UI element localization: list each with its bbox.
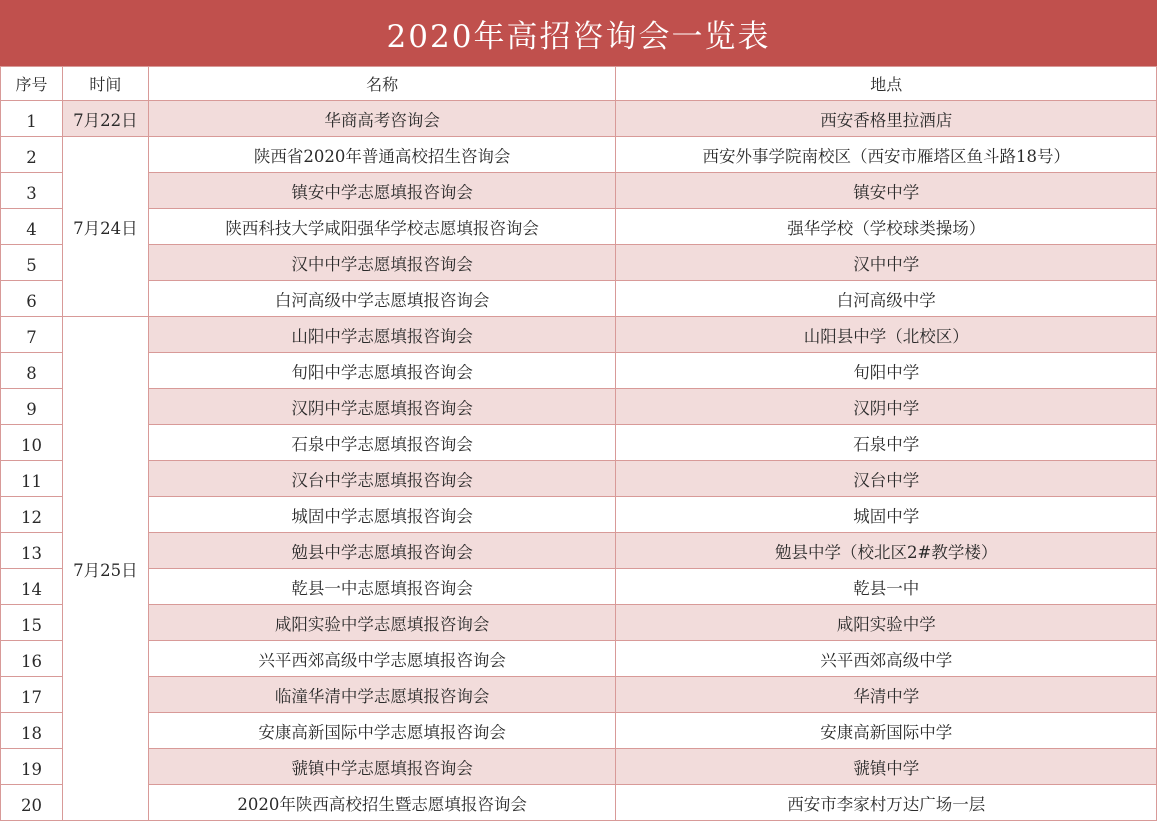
event-name: 山阳中学志愿填报咨询会 (148, 317, 616, 353)
table-title: 2020年高招咨询会一览表 (0, 0, 1157, 66)
table-row (1, 749, 1157, 785)
event-location: 西安香格里拉酒店 (616, 101, 1157, 137)
event-location: 汉台中学 (616, 461, 1157, 497)
event-name: 城固中学志愿填报咨询会 (148, 497, 616, 533)
event-location: 华清中学 (616, 677, 1157, 713)
table-row (1, 209, 1157, 245)
event-name: 咸阳实验中学志愿填报咨询会 (148, 605, 616, 641)
table-row (1, 713, 1157, 749)
row-number: 15 (1, 605, 63, 641)
table-row (1, 785, 1157, 821)
header-row (1, 67, 1157, 101)
row-number: 13 (1, 533, 63, 569)
row-number: 1 (1, 101, 63, 137)
event-name: 汉阴中学志愿填报咨询会 (148, 389, 616, 425)
event-name: 石泉中学志愿填报咨询会 (148, 425, 616, 461)
row-number: 19 (1, 749, 63, 785)
row-number: 3 (1, 173, 63, 209)
event-name: 陕西科技大学咸阳强华学校志愿填报咨询会 (148, 209, 616, 245)
table-row (1, 605, 1157, 641)
event-location: 安康高新国际中学 (616, 713, 1157, 749)
event-location: 勉县中学（校北区2#教学楼） (616, 533, 1157, 569)
row-number: 14 (1, 569, 63, 605)
header-time: 时间 (62, 67, 148, 101)
event-name: 虢镇中学志愿填报咨询会 (148, 749, 616, 785)
table-row (1, 281, 1157, 317)
row-number: 9 (1, 389, 63, 425)
row-number: 2 (1, 137, 63, 173)
table-row (1, 137, 1157, 173)
table-row (1, 569, 1157, 605)
row-number: 11 (1, 461, 63, 497)
header-location: 地点 (616, 67, 1157, 101)
table-row (1, 497, 1157, 533)
event-name: 旬阳中学志愿填报咨询会 (148, 353, 616, 389)
consultation-table (0, 66, 1157, 821)
event-name: 安康高新国际中学志愿填报咨询会 (148, 713, 616, 749)
table-row (1, 317, 1157, 353)
row-number: 10 (1, 425, 63, 461)
event-name: 镇安中学志愿填报咨询会 (148, 173, 616, 209)
event-location: 虢镇中学 (616, 749, 1157, 785)
table-row (1, 533, 1157, 569)
event-name: 华商高考咨询会 (148, 101, 616, 137)
row-number: 16 (1, 641, 63, 677)
table-row (1, 425, 1157, 461)
event-name: 2020年陕西高校招生暨志愿填报咨询会 (148, 785, 616, 821)
event-name: 汉中中学志愿填报咨询会 (148, 245, 616, 281)
header-name: 名称 (148, 67, 616, 101)
event-location: 西安外事学院南校区（西安市雁塔区鱼斗路18号） (616, 137, 1157, 173)
event-name: 汉台中学志愿填报咨询会 (148, 461, 616, 497)
row-number: 18 (1, 713, 63, 749)
table-row (1, 389, 1157, 425)
table-row (1, 641, 1157, 677)
table-row (1, 245, 1157, 281)
event-location: 强华学校（学校球类操场） (616, 209, 1157, 245)
row-number: 4 (1, 209, 63, 245)
row-number: 12 (1, 497, 63, 533)
row-number: 8 (1, 353, 63, 389)
table-row (1, 677, 1157, 713)
row-number: 6 (1, 281, 63, 317)
row-number: 7 (1, 317, 63, 353)
date-cell: 7月25日 (62, 317, 148, 821)
header-number: 序号 (1, 67, 63, 101)
event-name: 白河高级中学志愿填报咨询会 (148, 281, 616, 317)
event-location: 汉阴中学 (616, 389, 1157, 425)
event-location: 城固中学 (616, 497, 1157, 533)
event-location: 兴平西郊高级中学 (616, 641, 1157, 677)
table-row (1, 353, 1157, 389)
date-cell: 7月24日 (62, 137, 148, 317)
row-number: 17 (1, 677, 63, 713)
table-row (1, 101, 1157, 137)
event-name: 临潼华清中学志愿填报咨询会 (148, 677, 616, 713)
event-location: 山阳县中学（北校区） (616, 317, 1157, 353)
event-location: 石泉中学 (616, 425, 1157, 461)
event-name: 兴平西郊高级中学志愿填报咨询会 (148, 641, 616, 677)
table-row (1, 461, 1157, 497)
event-name: 陕西省2020年普通高校招生咨询会 (148, 137, 616, 173)
event-name: 乾县一中志愿填报咨询会 (148, 569, 616, 605)
date-cell: 7月22日 (62, 101, 148, 137)
event-location: 白河高级中学 (616, 281, 1157, 317)
table-row (1, 173, 1157, 209)
event-location: 旬阳中学 (616, 353, 1157, 389)
event-location: 汉中中学 (616, 245, 1157, 281)
event-location: 西安市李家村万达广场一层 (616, 785, 1157, 821)
row-number: 20 (1, 785, 63, 821)
row-number: 5 (1, 245, 63, 281)
event-location: 镇安中学 (616, 173, 1157, 209)
event-location: 乾县一中 (616, 569, 1157, 605)
event-name: 勉县中学志愿填报咨询会 (148, 533, 616, 569)
event-location: 咸阳实验中学 (616, 605, 1157, 641)
